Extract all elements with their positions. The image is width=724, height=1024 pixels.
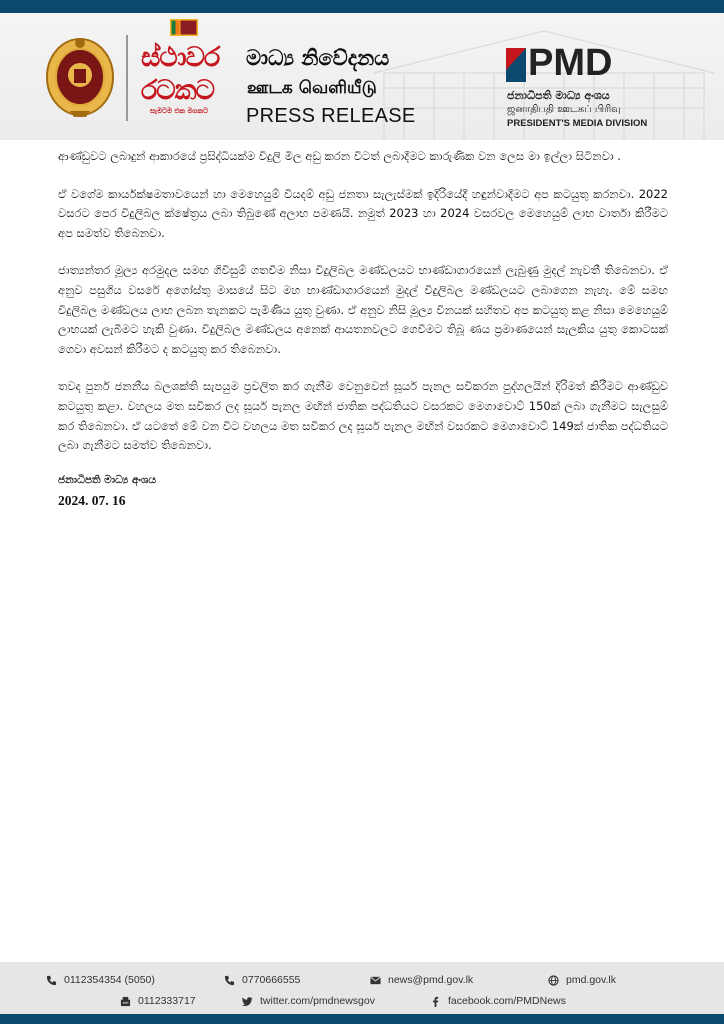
- mobile-contact: [224, 974, 300, 986]
- email-address[interactable]: news@pmd.gov.lk: [388, 974, 474, 986]
- press-release-body: [58, 147, 668, 509]
- paragraph: ඒ වගේම කාර්යක්ෂමතාවයෙන් හා මෙහෙයුම් වියදම් අඩු ජනතා සැලැස්මක් ඉදිරියේදී හඳුන්වාදීමට අප කටයුතු කරනවා. 2022 වසරට පෙර විදුලිබල ක්ෂේත්‍රය ලබා තිබුණේ අලාභ පමණයි. නමුත් 2023 හා 2024 වසරවල මෙහෙයුම් ලාභ වාර්තා කිරීමට අප සමත්ව තිබෙනවා.: [58, 186, 668, 240]
- fax-icon: [120, 996, 131, 1007]
- twitter-icon: [242, 996, 253, 1007]
- top-accent-bar: [0, 0, 724, 13]
- mobile-number: 0770666555: [242, 974, 301, 986]
- paragraph: තවද පුනර් ජනනීය බලශක්ති සැපයුම ප්‍රචලිත කර ගැනීම වෙනුවෙන් සූර්ය පැනල සවිකරන පුද්ගලයින් දිරිමත් කිරීමට ආණ්ඩුව කටයුතු කළා. වහලය මත සවිකර ලද සූර්ය පැනල මඟින් ජාතික පද්ධතියට වසරකට මෙගාවොට් 150ක් ලබා ගැනීමට සැලසුම් කර තිබෙනවා. ඒ යටතේ මේ වන විට වහලය මත සවිකර ලද සූර්ය පැනල මඟින් වසරකට මෙගාවොට් 149ක් ජාතික පද්ධතියට ලබා ගැනීමට සමත්ව තිබෙනවා.: [58, 379, 668, 453]
- header-divider: [126, 35, 128, 121]
- website-link[interactable]: pmd.gov.lk: [566, 974, 616, 986]
- sri-lanka-flag-icon: [170, 19, 198, 36]
- pmd-name-english: PRESIDENT'S MEDIA DIVISION: [507, 118, 648, 129]
- email-contact: [370, 974, 473, 986]
- pmd-brand: PMD: [528, 42, 613, 84]
- logo-tagline: සැමටම එක මගකට: [150, 107, 209, 115]
- paragraph: ආණ්ඩුවට ලබාදුන් ආකාරයේ ප්‍රසිද්ධියක්ම විදුලි මිල අඩු කරන විටත් ලබාදීමට කාරුණික වන ලෙස මා ඉල්ලා සිටිනවා .: [58, 149, 621, 163]
- facebook-contact: [430, 995, 566, 1007]
- facebook-icon: [430, 996, 441, 1007]
- bottom-accent-bar: [0, 1014, 724, 1024]
- pmd-name-tamil: ஜனாதிபதி ஊடகப் பிரிவு: [507, 104, 621, 115]
- press-release-tamil: ஊடக வெளியீடு: [247, 78, 377, 98]
- pmd-name-sinhala: ජනාධිපති මාධ්‍ය අංශය: [507, 89, 610, 102]
- release-date: 2024. 07. 16: [58, 492, 126, 508]
- paragraph: ජාත්‍යන්තර මූල්‍ය අරමුදල සමඟ ගිවිසුම් ගතවීම නිසා විදුලිබල මණ්ඩලයට භාණ්ඩාගාරයෙන් ලැබුණු මුදල් නැවතී තිබෙනවා. ඒ අනුව පසුගිය වසරේ අගෝස්තු මාසයේ සිට මහ භාණ්ඩාගාරයෙන් මුදල් විදුලිබල මණ්ඩලයට ලබාගෙන නැහැ. මේ සමඟ විදුලිබල මණ්ඩලය ලාභ ලබන තැනකට පැමිණිය යුතු වුණා. ඒ අනුව නිසි මූල්‍ය විනයක් සහිතව අප කටයුතු කළ නිසා මෙහෙයුම් ලාභයක් ලැබීමට හැකි වුණා. විදුලිබල මණ්ඩලය අනෙක් ආයතනවලට ගෙවීමට තිබූ ණය ප්‍රමාණයෙන් සැලකිය යුතු කොටසක් ගෙවා අවසන් කිරීමට ද කටයුතු කර තිබෙනවා.: [58, 263, 668, 356]
- phone-contact: [46, 974, 155, 986]
- fax-number: 0112333717: [138, 995, 196, 1007]
- phone-number: 0112354354 (5050): [64, 974, 155, 986]
- globe-icon: [548, 975, 559, 986]
- twitter-handle[interactable]: twitter.com/pmdnewsgov: [260, 995, 375, 1007]
- pmd-logo-mark-icon: [506, 48, 526, 82]
- fax-contact: [120, 995, 196, 1007]
- facebook-page[interactable]: facebook.com/PMDNews: [448, 995, 566, 1007]
- logo-line1: ස්ථාවර: [141, 42, 220, 73]
- phone-icon: [46, 975, 57, 986]
- letterhead: [0, 13, 724, 140]
- press-release-sinhala: මාධ්‍ය නිවේදනය: [246, 46, 390, 70]
- twitter-contact: [242, 995, 375, 1007]
- phone-icon: [224, 975, 235, 986]
- contact-footer: [0, 962, 724, 1014]
- press-release-english: PRESS RELEASE: [246, 105, 416, 127]
- signature: ජනාධිපති මාධ්‍ය අංශය: [58, 473, 157, 486]
- sri-lanka-emblem-icon: [44, 35, 116, 119]
- logo-line2: රටකට: [141, 75, 215, 106]
- envelope-icon: [370, 975, 381, 986]
- website-contact: [548, 974, 616, 986]
